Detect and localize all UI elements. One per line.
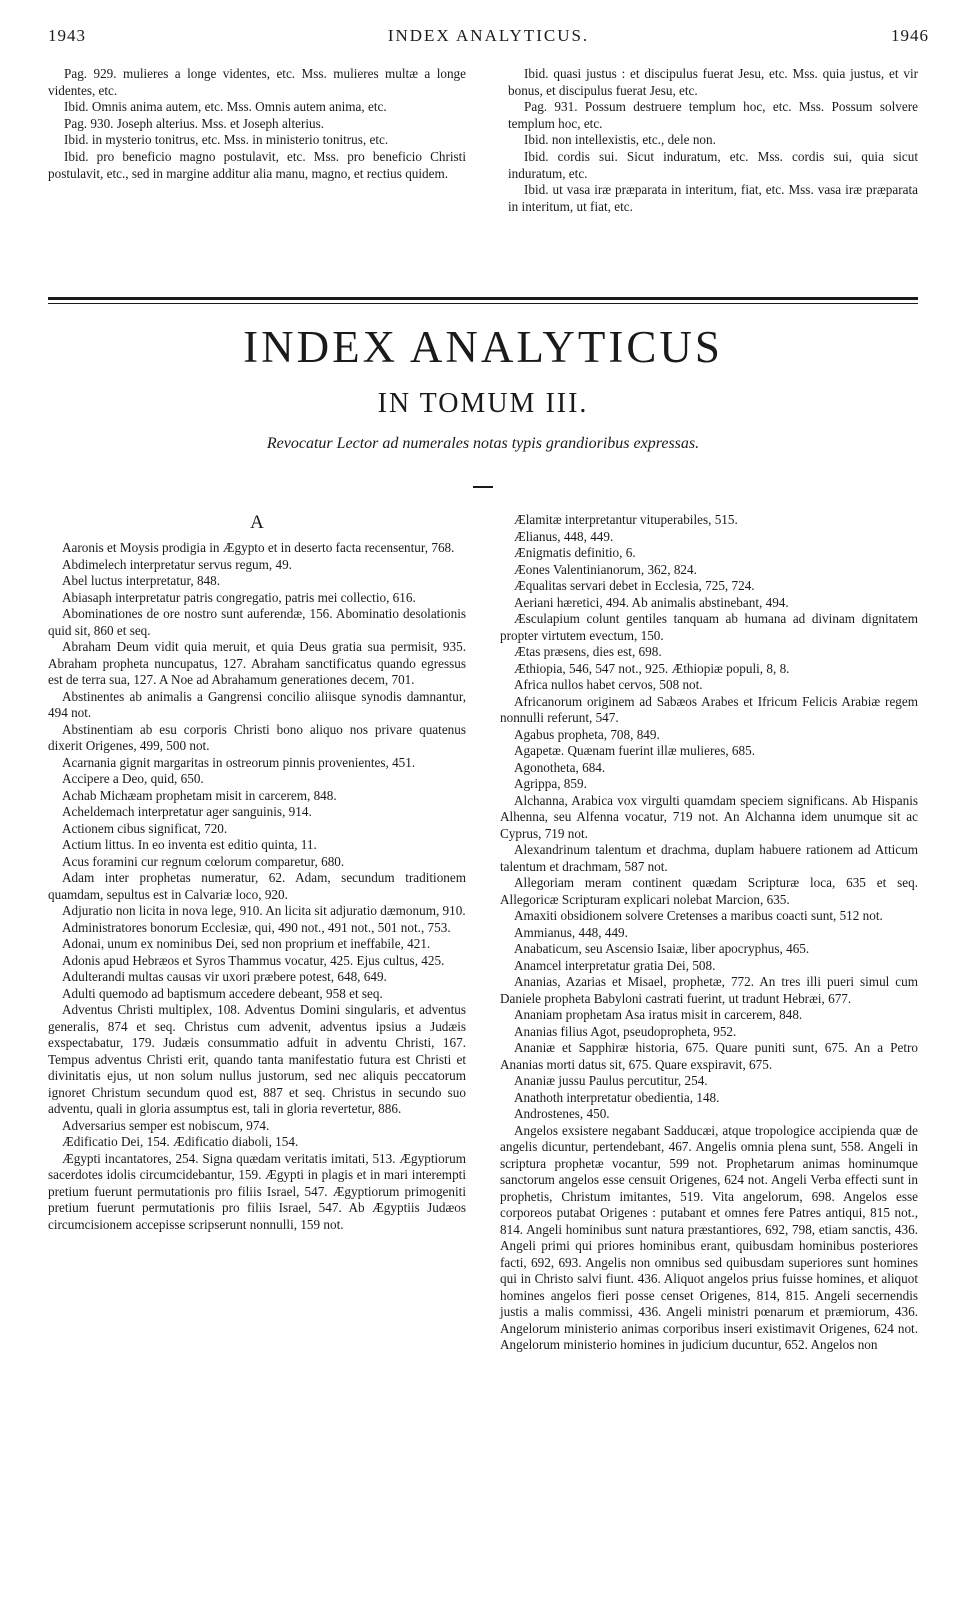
index-entry: Abel luctus interpretatur, 848. — [62, 573, 221, 588]
index-entry: Angelos exsistere negabant Sadducæi, atque tropologice accipienda quæ de angelis dicuntur, pertendebant, 467. Angelis omnia plena sunt, 558. Angeli in scriptura prophetæ vocantur, 599 not. Prophetarum animas hominumque sanctorum angelos esse censuit Origenes, 624 not. Angeli Verba effecti sunt in prophetis, Christum imitantes, 519. Vita angelorum, 698. Angelos esse corporeos putabat Origenes : putabant et omnes fere Patres antiqui, 815 not., 814. Angeli hominibus sunt natura præstantiores, 692, 798, etiam sanctis, 436. Angeli primi qui priores hominibus erant, quibusdam hominibus posteriores facti, 692, 693. Angelis non omnibus sed quibusdam superiores sunt homines qui in Christo salvi fiunt. 436. Aliquot angelos prius fuisse homines, et aliquot homines angelos fieri posse censet Origenes, 814, 815. Angeli secernendis justis a malis commissi, 436. Angeli ministri pœnarum et præmiorum, 436. Angelorum ministerio animas corporibus inseri existimavit Origenes, 624 not. Angelorum ministerio homines in judicium ducuntur, 652. Angelos non — [500, 1122, 918, 1352]
index-entry: Abraham Deum vidit quia meruit, et quia Deus gratia sua permisit, 935. Abraham propheta nuncupatus, 127. Abraham sanctificatus quando egressus est de terra sua, 127. A Noe ad Abrahamum generationes decem, 701. — [48, 639, 466, 687]
index-entry: Anamcel interpretatur gratia Dei, 508. — [514, 957, 716, 973]
index-entry: Adulterandi multas causas vir uxori præbere potest, 648, 649. — [62, 969, 387, 984]
index-entry: Agrippa, 859. — [514, 776, 587, 791]
index-entry: Acus foramini cur regnum cœlorum comparetur, 680. — [62, 853, 345, 869]
variant-reading: Pag. 929. mulieres a longe videntes, etc. Mss. mulieres multæ a longe videntes, etc. — [48, 66, 466, 98]
index-entry: Africa nullos habet cervos, 508 not. — [514, 677, 703, 692]
variant-reading: Ibid. pro beneficio magno postulavit, etc. Mss. pro beneficio Christi postulavit, etc., sed in margine additur alia manu, magno, et rectius quidem. — [48, 148, 466, 181]
index-entry: Agonotheta, 684. — [514, 759, 606, 775]
variant-reading: Ibid. quasi justus : et discipulus fuerat Jesu, etc. Mss. quia justus, et vir bonus, et discipulus fuerat Jesu, etc. — [508, 66, 918, 98]
index-entry: Anathoth interpretatur obedientia, 148. — [514, 1089, 720, 1105]
ornament-dash — [473, 486, 493, 488]
index-entry: Aeriani hæretici, 494. Ab animalis abstinebant, 494. — [514, 594, 789, 610]
column-number-right: 1946 — [891, 26, 929, 45]
index-entry: Acheldemach interpretatur ager sanguinis, 914. — [62, 804, 312, 819]
index-entry: Achab Michæam prophetam misit in carcerem, 848. — [62, 787, 337, 803]
index-entry: Abstinentiam ab esu corporis Christi bono aliquo nos privare quatenus dixerit Origenes, 499, 500 not. — [48, 721, 466, 753]
column-number-left: 1943 — [48, 26, 86, 45]
index-entry: Ananias filius Agot, pseudopropheta, 952. — [514, 1023, 737, 1039]
index-entry: Agabus propheta, 708, 849. — [514, 726, 660, 742]
index-entry: Æthiopia, 546, 547 not., 925. Æthiopiæ populi, 8, 8. — [514, 660, 790, 676]
index-entry: Acarnania gignit margaritas in ostreorum pinnis provenientes, 451. — [62, 754, 416, 770]
index-title: INDEX ANALYTICUS — [243, 322, 723, 372]
running-head — [48, 26, 929, 48]
index-entry: Ælianus, 448, 449. — [514, 528, 614, 544]
index-column-left — [48, 540, 466, 1233]
index-entry: Aaronis et Moysis prodigia in Ægypto et in deserto facta recensentur, 768. — [62, 540, 455, 555]
index-entry: Ananiam prophetam Asa iratus misit in carcerem, 848. — [514, 1007, 803, 1022]
index-subtitle: IN TOMUM III. — [377, 388, 589, 419]
index-entry: Ægypti incantatores, 254. Signa quædam veritatis imitati, 513. Ægyptiorum sacerdotes idolis circumcidebantur, 159. Ægypti in plagis et in mari interempti pretium fuerunt permutationis pro filiis Israel, 547. Ægyptiorum primogeniti pretium fuerunt permutationis pro filiis Israel, 547. Ab Ægyptiis Judæos circumcisionem accepisse scripserunt nonnulli, 159 not. — [48, 1150, 466, 1232]
index-entry: Æsculapium colunt gentiles tanquam ab humana ad divinam dignitatem propter virtutem evectum, 150. — [500, 611, 918, 643]
index-entry: Androstenes, 450. — [514, 1106, 610, 1121]
index-entry: Ammianus, 448, 449. — [514, 924, 628, 940]
section-letter: A — [250, 512, 264, 533]
variant-readings-left — [48, 66, 466, 182]
index-entry: Actium littus. In eo inventa est editio quinta, 11. — [62, 837, 317, 852]
index-entry: Æones Valentinianorum, 362, 824. — [514, 561, 697, 577]
index-entry: Abiasaph interpretatur patris congregatio, patris mei collectio, 616. — [62, 589, 416, 605]
index-entry: Ananiæ et Sapphiræ historia, 675. Quare puniti sunt, 675. An a Petro Ananias morti datus sit, 675. Quare exspiravit, 675. — [500, 1040, 918, 1072]
index-entry: Abstinentes ab animalis a Gangrensi concilio aliisque synodis damnantur, 494 not. — [48, 688, 466, 720]
index-entry: Adversarius semper est nobiscum, 974. — [62, 1117, 270, 1133]
section-divider — [48, 297, 918, 300]
index-entry: Adjuratio non licita in nova lege, 910. An licita sit adjuratio dæmonum, 910. — [62, 903, 466, 918]
index-entry: Ænigmatis definitio, 6. — [514, 545, 636, 560]
running-title: INDEX ANALYTICUS. — [387, 26, 590, 45]
index-entry: Anabaticum, seu Ascensio Isaiæ, liber apocryphus, 465. — [514, 941, 810, 956]
index-entry: Æqualitas servari debet in Ecclesia, 725, 724. — [514, 578, 755, 593]
index-entry: Administratores bonorum Ecclesiæ, qui, 490 not., 491 not., 501 not., 753. — [62, 919, 451, 935]
index-entry: Agapetæ. Quænam fuerint illæ mulieres, 685. — [514, 743, 756, 758]
index-entry: Allegoriam meram continent quædam Scripturæ loca, 635 et seq. Allegoricæ Scripturam explicari nolebat Marcion, 635. — [500, 875, 918, 907]
index-entry: Adventus Christi multiplex, 108. Adventus Domini singularis, et adventus generalis, 874 et seq. Christus cum advenit, adventus ipsius a Judæis exspectabatur, 179. Judæis consummatio adfuit in adventu Christi, 167. Tempus adventus Christi erit, quando tanta manifestatio futura est Christi et divinitatis ejus, ut non solum nullus justorum, sed nec aliquis peccatorum ignoret Christum secundum quod est, 887 et seq. Christus in secundo suo adventu, quali in gloria assumptus est, tali in gloria revertetur, 886. — [48, 1002, 466, 1116]
variant-reading: Ibid. in mysterio tonitrus, etc. Mss. in ministerio tonitrus, etc. — [64, 132, 389, 148]
variant-reading: Ibid. cordis sui. Sicut induratum, etc. Mss. cordis sui, quia sicut induratum, etc. — [508, 148, 918, 181]
index-entry: Adonai, unum ex nominibus Dei, sed non proprium et ineffabile, 421. — [62, 936, 431, 951]
index-entry: Africanorum originem ad Sabæos Arabes et Ifricum Felicis Arabiæ regem nonnulli referunt, 547. — [500, 693, 918, 725]
index-entry: Adonis apud Hebræos et Syros Thammus vocatur, 425. Ejus cultus, 425. — [62, 952, 445, 968]
index-entry: Accipere a Deo, quid, 650. — [62, 771, 204, 786]
index-entry: Alchanna, Arabica vox virgulti quamdam speciem significans. Ab Hispanis Alhenna, seu Alfenna vocatur, 719 not. An Alchanna idem unumque sit ac Cyprus, 719 not. — [500, 792, 918, 841]
index-entry: Ælamitæ interpretantur vituperabiles, 515. — [514, 512, 738, 527]
reader-note: Revocatur Lector ad numerales notas typis grandioribus expressas. — [266, 435, 700, 452]
index-entry: Ædificatio Dei, 154. Ædificatio diaboli, 154. — [62, 1134, 299, 1149]
index-entry: Ananias, Azarias et Misael, prophetæ, 772. An tres illi pueri simul cum Daniele propheta Babyloni castrati fuerint, ut tradunt Hebræi, 677. — [500, 974, 918, 1006]
variant-reading: Pag. 931. Possum destruere templum hoc, etc. Mss. Possum solvere templum hoc, etc. — [508, 99, 918, 131]
index-entry: Actionem cibus significat, 720. — [62, 820, 228, 836]
index-column-right — [500, 512, 918, 1354]
variant-reading: Pag. 930. Joseph alterius. Mss. et Joseph alterius. — [64, 115, 325, 131]
index-entry: Ætas præsens, dies est, 698. — [514, 644, 662, 659]
variant-reading: Ibid. ut vasa iræ præparata in interitum, fiat, etc. Mss. vasa iræ præparata in interitum, ut fiat, etc. — [508, 182, 918, 214]
index-entry: Alexandrinum talentum et drachma, duplam habuere rationem ad Atticum talentum et drachmam, 587 not. — [500, 842, 918, 874]
index-entry: Abdimelech interpretatur servus regum, 49. — [62, 556, 292, 572]
index-entry: Ananiæ jussu Paulus percutitur, 254. — [514, 1073, 708, 1088]
index-entry: Amaxiti obsidionem solvere Cretenses a maribus coacti sunt, 512 not. — [514, 908, 883, 923]
variant-readings-right — [508, 66, 918, 215]
section-divider-thin — [48, 303, 918, 304]
variant-reading: Ibid. Omnis anima autem, etc. Mss. Omnis autem anima, etc. — [64, 99, 387, 115]
variant-reading: Ibid. non intellexistis, etc., dele non. — [524, 132, 716, 148]
index-entry: Adulti quemodo ad baptismum accedere debeant, 958 et seq. — [62, 985, 383, 1001]
index-entry: Abominationes de ore nostro sunt auferendæ, 156. Abominatio desolationis quid sit, 860 et seq. — [48, 606, 466, 638]
index-entry: Adam inter prophetas numeratur, 62. Adam, secundum traditionem quamdam, sepultus est in Calvariæ loco, 920. — [48, 870, 466, 902]
